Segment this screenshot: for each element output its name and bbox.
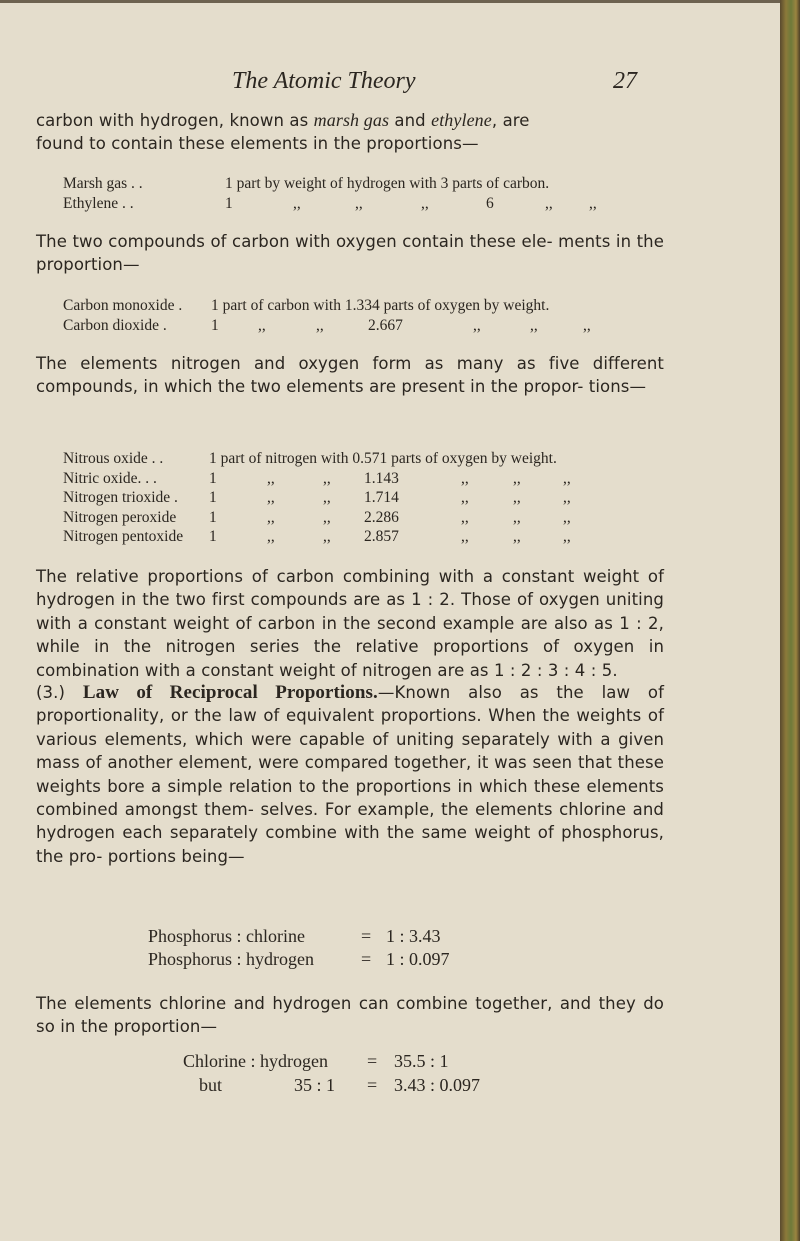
running-title: The Atomic Theory — [232, 68, 416, 94]
ditto-mark: ,, — [461, 469, 469, 487]
ditto-mark: ,, — [473, 316, 481, 334]
compound-name: Ethylene . . — [63, 194, 134, 212]
ditto-mark: ,, — [267, 528, 275, 545]
equation-block-phosphorus — [148, 925, 588, 971]
ditto-mark: ,, — [513, 489, 521, 506]
ditto-mark: ,, — [513, 528, 521, 545]
compound-name: Nitrogen trioxide . — [63, 489, 178, 506]
book-spine-edge — [780, 0, 800, 1241]
ditto-mark: ,, — [461, 508, 469, 526]
ditto-mark: ,, — [267, 508, 275, 526]
proportion-text: 1 part of nitrogen with 0.571 parts of oxygen by weight. — [209, 450, 557, 467]
ditto-mark: ,, — [563, 489, 571, 506]
ditto-mark: ,, — [421, 194, 429, 212]
equation-left: Phosphorus : hydrogen — [148, 949, 314, 969]
equation-line — [183, 1050, 583, 1074]
compound-name: Nitrous oxide . . — [63, 450, 164, 467]
equation-left: Phosphorus : chlorine — [148, 926, 305, 946]
page-top-edge — [0, 0, 780, 3]
paragraph-intro — [36, 109, 664, 156]
ditto-mark: ,, — [563, 528, 571, 545]
cell: 1 — [209, 489, 217, 506]
ditto-mark: ,, — [530, 316, 538, 334]
ditto-mark: ,, — [323, 469, 331, 487]
table-row — [63, 316, 683, 336]
equation-right: 1 : 0.097 — [386, 949, 450, 969]
compound-name: Nitrogen peroxide — [63, 508, 177, 526]
compound-name: Nitric oxide. . . — [63, 469, 157, 487]
equals-sign: = — [361, 926, 372, 946]
paragraph-reciprocal-proportions — [36, 681, 664, 868]
ditto-mark: ,, — [589, 194, 597, 212]
ditto-mark: ,, — [293, 194, 301, 212]
ditto-mark: ,, — [513, 508, 521, 526]
equation-block-chlorine — [183, 1050, 583, 1100]
compound-name: Marsh gas . . — [63, 175, 143, 192]
proportion-text: 1 part by weight of hydrogen with 3 parts of carbon. — [225, 175, 550, 192]
table-row — [63, 469, 683, 489]
equation-left: Chlorine : hydrogen — [183, 1051, 328, 1071]
cell-value: 1.143 — [364, 469, 399, 487]
table-hydrocarbons — [63, 174, 683, 213]
text-span: carbon with hydrogen, known as — [36, 111, 314, 130]
cell: 1 — [225, 194, 233, 212]
cell: 1 — [209, 469, 217, 487]
ditto-mark: ,, — [323, 508, 331, 526]
table-row — [63, 508, 683, 528]
ditto-mark: ,, — [316, 316, 324, 334]
equation-line — [148, 948, 588, 971]
ditto-mark: ,, — [563, 469, 571, 487]
cell: 1 — [211, 316, 219, 334]
text-span: found to contain these elements in the proportions— — [36, 134, 479, 154]
table-row — [63, 296, 683, 316]
ditto-mark: ,, — [513, 469, 521, 487]
equation-right: 3.43 : 0.097 — [394, 1075, 481, 1095]
paragraph-chlorine-hydrogen: The elements chlorine and hydrogen can combine together, and they do so in the proportion— — [36, 994, 664, 1037]
compound-name: Carbon monoxide . — [63, 297, 183, 314]
equation-line — [148, 925, 588, 948]
table-row — [63, 449, 683, 469]
text-span: and — [389, 111, 432, 130]
section-number: (3.) — [36, 683, 83, 702]
table-row — [63, 488, 683, 508]
text-span: , are — [491, 111, 530, 130]
ditto-mark: ,, — [563, 508, 571, 526]
compound-name: Nitrogen pentoxide — [63, 528, 184, 545]
equation-conjunction: but — [199, 1075, 223, 1095]
cell: 1 — [209, 528, 217, 545]
table-row — [63, 174, 683, 194]
ditto-mark: ,, — [583, 316, 591, 334]
ditto-mark: ,, — [323, 489, 331, 506]
ditto-mark: ,, — [461, 489, 469, 506]
term-marsh-gas: marsh gas — [313, 110, 390, 130]
ditto-mark: ,, — [545, 194, 553, 212]
section-text: —Known also as the law of proportionality, or the law of equivalent proportions. When the weights of various elements, which were capable of uniting separately with a given mass of another element, were compared together, it was seen that these weights bore a simple relation to the proportions in which these elements combined amongst them- selves. For example, the elements chlorine and hydrogen each separately combine with the same weight of phosphorus, the pro- portions being— — [36, 683, 664, 866]
equals-sign: = — [361, 949, 372, 969]
cell-value: 6 — [486, 194, 494, 212]
cell: 1 — [209, 508, 217, 526]
cell-value: 2.286 — [364, 508, 399, 526]
ditto-mark: ,, — [258, 316, 266, 334]
paragraph-nitrogen-oxygen: The elements nitrogen and oxygen form as many as five different compounds, in which the two elements are present in the propor- tions— — [36, 354, 664, 397]
equation-line — [183, 1074, 583, 1098]
running-header — [0, 68, 780, 100]
term-ethylene: ethylene — [431, 110, 492, 130]
cell-value: 2.667 — [368, 316, 403, 334]
ditto-mark: ,, — [267, 469, 275, 487]
table-nitrogen-oxides — [63, 449, 683, 547]
equation-right: 35.5 : 1 — [394, 1051, 449, 1071]
paragraph-relative-proportions: The relative proportions of carbon combining with a constant weight of hydrogen in the two first compounds are as 1 : 2. Those of oxygen uniting with a constant weight of carbon in the second example are also as 1 : 2, while in the nitrogen series the relative proportions of oxygen in combination with a constant weight of nitrogen are as 1 : 2 : 3 : 4 : 5. — [36, 567, 664, 680]
cell-value: 1.714 — [364, 489, 399, 506]
proportion-text: 1 part of carbon with 1.334 parts of oxygen by weight. — [211, 297, 550, 314]
section-heading: Law of Reciprocal Proportions. — [82, 682, 378, 703]
ditto-mark: ,, — [461, 528, 469, 545]
page-number: 27 — [613, 68, 637, 94]
paragraph-carbon-oxygen: The two compounds of carbon with oxygen contain these ele- ments in the proportion— — [36, 232, 664, 275]
equals-sign: = — [367, 1075, 378, 1095]
table-carbon-oxides — [63, 296, 683, 335]
ditto-mark: ,, — [323, 528, 331, 545]
table-row — [63, 194, 683, 214]
table-row — [63, 527, 683, 547]
equals-sign: = — [367, 1051, 378, 1071]
cell-value: 2.857 — [364, 528, 399, 545]
equation-left: 35 : 1 — [294, 1075, 336, 1095]
ditto-mark: ,, — [267, 489, 275, 506]
ditto-mark: ,, — [355, 194, 363, 212]
compound-name: Carbon dioxide . — [63, 316, 167, 334]
equation-right: 1 : 3.43 — [386, 926, 441, 946]
